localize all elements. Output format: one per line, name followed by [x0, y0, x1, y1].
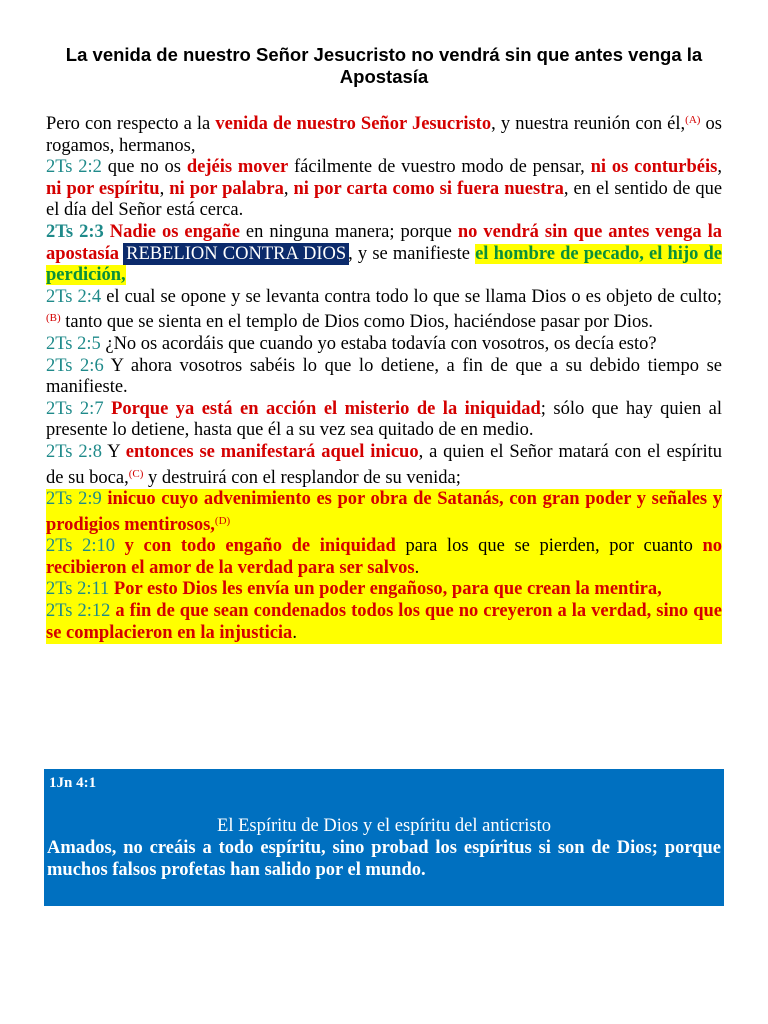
footnote-marker[interactable]: (C) [128, 467, 144, 480]
verse-emphasis: entonces se manifestará aquel inicuo [125, 441, 419, 462]
verse-text [104, 399, 111, 419]
highlighted-phrase: REBELION CONTRA DIOS [126, 243, 347, 264]
verse-text: Y ahora vosotros sabéis lo que lo detiene, a fin de que a su debido tiempo se manifieste. [46, 355, 722, 398]
verse-4 [46, 287, 722, 334]
verse-emphasis: no recibieron el amor de la verdad para ser salvos [46, 536, 722, 578]
verse-emphasis: no vendrá sin que antes venga la apostasía [46, 221, 722, 264]
verse-text: el cual se opone y se levanta contra todo lo que se llama Dios o es objeto de culto; [101, 286, 722, 307]
verse-text: Y [102, 441, 126, 462]
scripture-callout [44, 769, 724, 906]
verse-emphasis: ni por palabra [169, 178, 284, 199]
verse-emphasis: y con todo engaño de iniquidad [114, 536, 396, 557]
highlighted-verses [46, 489, 722, 644]
verse-text: , a quien el Señor matará con el espíritu de su boca, [46, 441, 722, 488]
verse-emphasis: ni por carta como si fuera nuestra [293, 178, 564, 199]
verse-text: ; sólo que hay quien al presente lo detiene, hasta que él a su vez sea quitado de en medio. [46, 398, 723, 441]
verse-3 [46, 222, 722, 287]
verse-text: en ninguna manera; porque [239, 221, 458, 242]
intro-text: , y nuestra reunión con él, [491, 114, 686, 134]
verse-11 [46, 579, 722, 601]
callout-title: El Espíritu de Dios y el espíritu del anticristo [217, 816, 551, 836]
verse-ref[interactable]: 2Ts 2:6 [46, 355, 104, 376]
verse-text: , [159, 178, 170, 199]
verse-emphasis: Nadie os engañe [103, 221, 240, 242]
verse-ref[interactable]: 2Ts 2:7 [46, 398, 104, 419]
verse-ref[interactable]: 2Ts 2:10 [46, 536, 115, 557]
callout-ref[interactable]: 1Jn 4:1 [49, 775, 97, 791]
verse-text: y destruirá con el resplandor de su venida; [143, 467, 461, 488]
verse-text: que no os [101, 157, 187, 178]
verse-ref[interactable]: 2Ts 2:5 [46, 333, 101, 354]
verse-emphasis: dejéis mover [186, 157, 289, 178]
footnote-marker[interactable]: (B) [46, 312, 61, 325]
highlighted-phrase: el hombre de pecado, el hijo de perdición, [46, 243, 723, 286]
verse-ref[interactable]: 2Ts 2:9 [46, 489, 102, 510]
verse-emphasis: Por esto Dios les envía un poder engañoso, para que crean la mentira, [109, 579, 662, 600]
intro-emphasis: venida de nuestro Señor Jesucristo [215, 114, 492, 134]
verse-ref[interactable]: 2Ts 2:12 [46, 601, 111, 622]
verse-2 [46, 157, 722, 222]
verse-ref[interactable]: 2Ts 2:2 [46, 157, 102, 178]
verse-ref[interactable]: 2Ts 2:8 [46, 441, 102, 462]
page-title: La venida de nuestro Señor Jesucristo no vendrá sin que antes venga la Apostasía [65, 44, 703, 87]
verse-text: , en el sentido de que el día del Señor está cerca. [46, 178, 723, 221]
document-body [46, 110, 722, 644]
footnote-marker[interactable]: (A) [685, 114, 701, 126]
verse-5 [46, 334, 722, 356]
verse-emphasis: a fin de que sean condenados todos los que no creyeron a la verdad, sino que se complacieron en la injusticia [46, 601, 722, 643]
verse-text: para los que se pierden, por cuanto [395, 536, 703, 557]
intro-text: os rogamos, hermanos, [46, 114, 722, 156]
verse-10 [46, 536, 722, 579]
verse-text: , [717, 157, 722, 178]
verse-emphasis: ni os conturbéis [590, 157, 718, 178]
callout-text: Amados, no creáis a todo espíritu, sino probad los espíritus si son de Dios; porque muchos falsos profetas han salido por el mundo. [47, 838, 721, 880]
footnote-marker[interactable]: (D) [214, 514, 231, 527]
verse-ref[interactable]: 2Ts 2:4 [46, 286, 102, 307]
verse-emphasis: inicuo cuyo advenimiento es por obra de Satanás, con gran poder y señales y prodigios mentirosos, [46, 489, 722, 535]
verse-text: . [414, 557, 420, 578]
verse-9 [46, 489, 722, 536]
verse-text: ¿No os acordáis que cuando yo estaba todavía con vosotros, os decía esto? [100, 333, 657, 354]
verse-6 [46, 356, 722, 399]
intro-paragraph [46, 110, 722, 157]
verse-text: , [283, 178, 294, 199]
verse-text: , y se manifieste [348, 243, 476, 264]
verse-ref[interactable]: 2Ts 2:3 [46, 221, 104, 242]
verse-emphasis: Porque ya está en acción el misterio de la iniquidad [111, 398, 541, 419]
intro-text: Pero con respecto a la [46, 114, 216, 134]
verse-text: fácilmente de vuestro modo de pensar, [288, 157, 591, 178]
verse-7 [46, 399, 722, 442]
verse-text: . [292, 622, 297, 643]
verse-ref[interactable]: 2Ts 2:11 [46, 579, 110, 600]
verse-text: tanto que se sienta en el templo de Dios como Dios, haciéndose pasar por Dios. [60, 312, 654, 333]
verse-8 [46, 442, 722, 489]
verse-emphasis: ni por espíritu [46, 178, 160, 199]
verse-12 [46, 601, 722, 644]
